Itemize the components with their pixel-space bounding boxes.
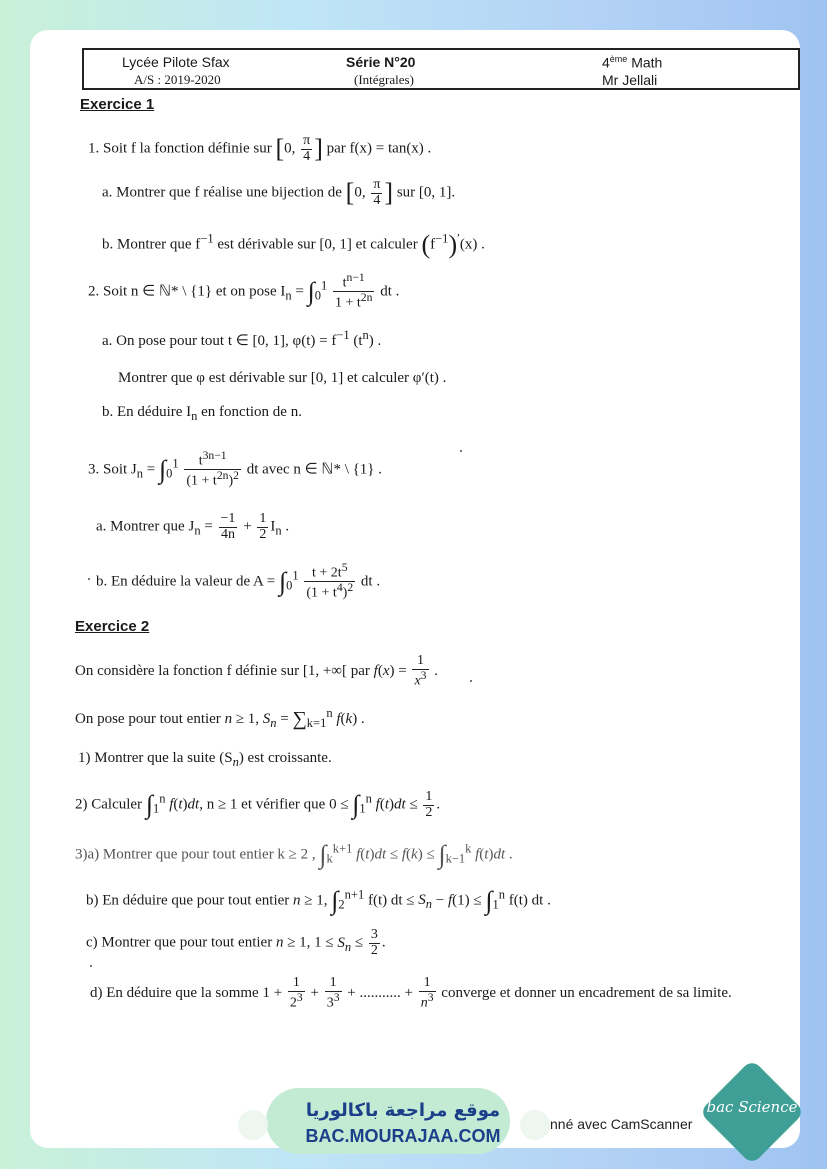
- ex2-q3d: d) En déduire que la somme 1 + $\frac{1}{2^3}$ + $\frac{1}{3^3}$ + ........... + $\frac{1}{n^3}$ converge et donner un encadrement de sa limite.: [90, 975, 732, 1011]
- scan-speck: [470, 680, 472, 682]
- scan-speck: [88, 578, 90, 580]
- document-page: [30, 30, 800, 1148]
- school-name: Lycée Pilote Sfax: [122, 54, 230, 70]
- camscanner-watermark: nné avec CamScanner: [550, 1116, 693, 1132]
- exercise1-title: Exercice 1: [80, 96, 155, 113]
- ex1-q3a: a. Montrer que $J_n$ = $\frac{-1}{4n}$ + $\frac{1}{2}$ $I_n$ .: [96, 511, 290, 542]
- school-year: A/S : 2019-2020: [134, 72, 221, 87]
- ex1-q2a: a. On pose pour tout t ∈ [0, 1], $\varphi(t) = f^{-1}$ $(t^n)$ .: [102, 328, 382, 349]
- ex2-q2: 2) Calculer $\int_1^n$ f(t)dt, n ≥ 1 et vérifier que $0 \le \int_1^n$ f(t)dt ≤ $\frac{1}{2}$ .: [75, 789, 441, 820]
- ex1-q1b: b. Montrer que $f^{-1}$ est dérivable sur [0, 1] et calculer $(f^{-1})'(x)$ .: [102, 230, 485, 259]
- ex1-q3b: b. En déduire la valeur de $A = \int_0^1$ $\frac{t + 2t^5}{(1 + t^4)^2}$ dt .: [96, 561, 381, 601]
- footer-site-link[interactable]: BAC.MOURAJAA.COM: [305, 1126, 501, 1146]
- ex2-intro: On considère la fonction f définie sur [1, +∞[ par f(x) = $\frac{1}{x^3}$ .: [75, 653, 438, 689]
- ex1-q1a: a. Montrer que f réalise une bijection de [0, $\frac{\pi}{4}$ ] sur [0, 1].: [102, 177, 456, 208]
- scan-speck: [90, 965, 92, 967]
- teacher-name: Mr Jellali: [602, 72, 658, 88]
- footer-arabic-text: موقع مراجعة باكالوريا: [305, 1100, 501, 1121]
- header-box: [82, 48, 800, 90]
- ex2-q1: 1) Montrer que la suite $(S_n)$ est croissante.: [78, 750, 332, 769]
- bac-science-badge-text: bac Science: [706, 1098, 798, 1116]
- ex2-q3b: b) En déduire que pour tout entier n ≥ 1, $\int_2^{n+1}$ f(t) dt ≤ $S_n - f(1) \le \int_1^n$ f(t) dt .: [86, 886, 551, 915]
- series-title: Série N°20: [346, 54, 416, 70]
- exercise2-title: Exercice 2: [75, 618, 150, 635]
- ex2-pose: On pose pour tout entier n ≥ 1, $S_n = \sum_{k=1}^n$ f(k) .: [75, 706, 365, 731]
- ex2-q3c: c) Montrer que pour tout entier n ≥ 1, $1 \le S_n$ ≤ $\frac{3}{2}$ .: [86, 927, 386, 958]
- ex1-q3: 3. Soit $J_n = \int_0^1$ $\frac{t^{3n-1}}{(1 + t^{2n})^2}$ dt avec n ∈ ℕ* \ {1} .: [88, 449, 383, 489]
- ex2-q3a: 3)a) Montrer que pour tout entier k ≥ 2 , $\int_k^{k+1}$ $f(t)dt \le f(k) \le \int_{k-1}^k$ f(t)dt .: [75, 840, 513, 869]
- scan-speck: [460, 450, 462, 452]
- footer-banner: [238, 1060, 568, 1164]
- ex1-q2b: b. En déduire $I_n$ en fonction de n.: [102, 404, 302, 423]
- class-label: 4ème Math: [602, 54, 663, 71]
- series-topic: (Intégrales): [354, 72, 414, 87]
- ex1-q2: 2. Soit n ∈ ℕ* \ {1} et on pose $I_n = \int_0^1$ $\frac{t^{n-1}}{1 + t^{2n}}$ dt .: [88, 271, 400, 311]
- ex1-q2a2: Montrer que φ est dérivable sur [0, 1] et calculer φ′(t) .: [118, 370, 447, 386]
- ex1-q1: 1. Soit f la fonction définie sur [0, $\frac{\pi}{4}$ ] par f(x) = tan(x) .: [88, 133, 432, 164]
